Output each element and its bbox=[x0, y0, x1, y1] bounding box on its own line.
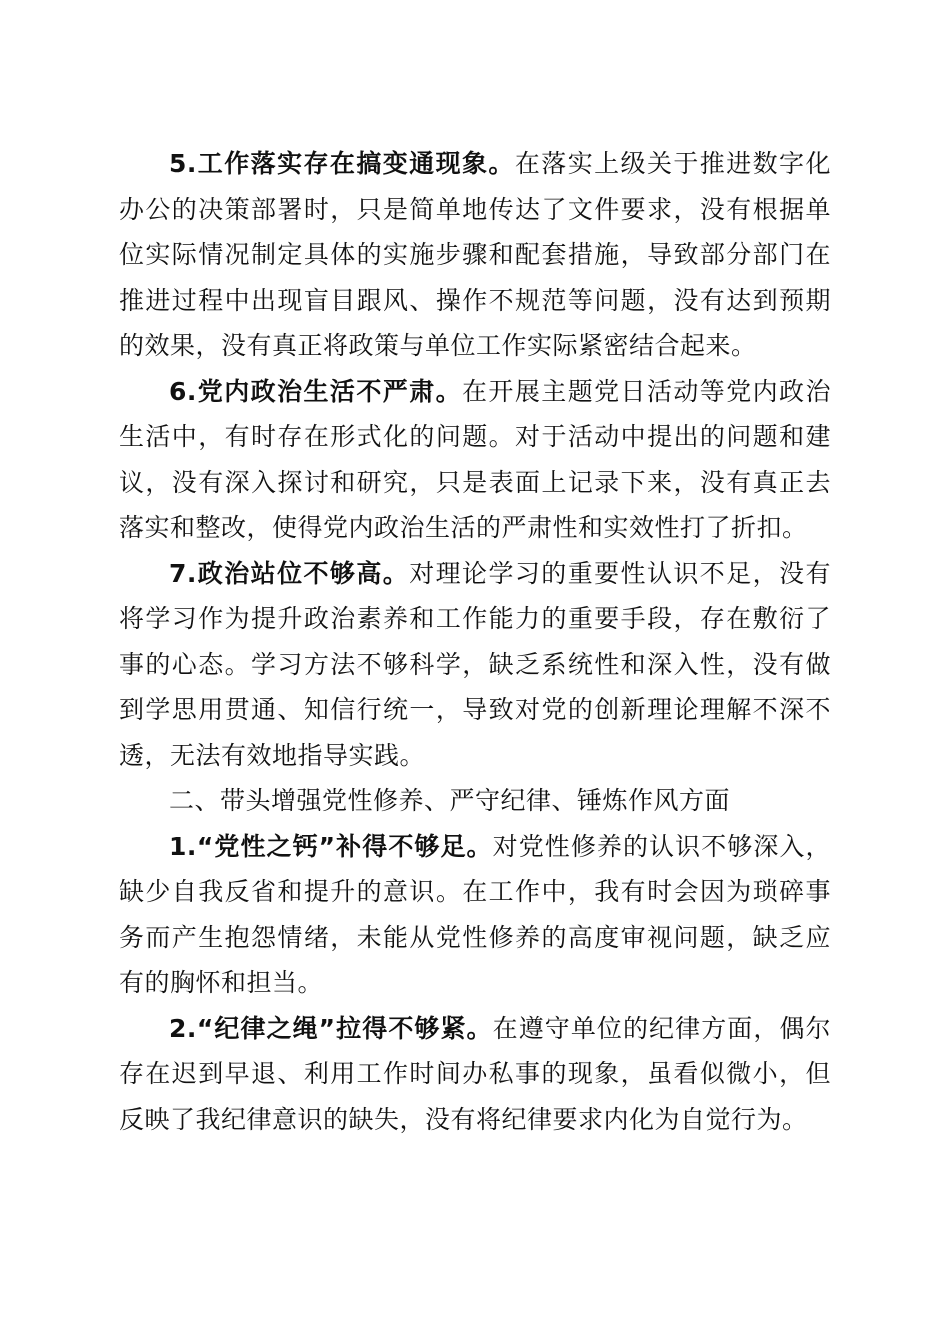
paragraph-text: 在遵守单位的纪律方面，偶尔存在迟到早退、利用工作时间办私事的现象，虽看似微小，但反映了我纪律意识的缺失，没有将纪律要求内化为自觉行为。 bbox=[119, 1013, 831, 1134]
section-heading bbox=[119, 778, 831, 824]
paragraph-lead: 5.工作落实存在搞变通现象。 bbox=[169, 149, 515, 178]
paragraph-lead: 1.“党性之钙”补得不够足。 bbox=[169, 831, 493, 861]
paragraph-item-1 bbox=[119, 824, 831, 1006]
paragraph-text: 对党性修养的认识不够深入，缺少自我反省和提升的意识。在工作中，我有时会因为琐碎事务而产生抱怨情绪，未能从党性修养的高度审视问题，缺乏应有的胸怀和担当。 bbox=[119, 831, 831, 997]
paragraph-lead: 2.“纪律之绳”拉得不够紧。 bbox=[169, 1013, 493, 1043]
paragraph-item-7 bbox=[119, 551, 831, 779]
paragraph-text: 对理论学习的重要性认识不足，没有将学习作为提升政治素养和工作能力的重要手段，存在敷衍了事的心态。学习方法不够科学，缺乏系统性和深入性，没有做到学思用贯通、知信行统一，导致对党的创新理论理解不深不透，无法有效地指导实践。 bbox=[119, 558, 831, 770]
paragraph-item-6 bbox=[119, 369, 831, 551]
paragraph-text: 在落实上级关于推进数字化办公的决策部署时，只是简单地传达了文件要求，没有根据单位实际情况制定具体的实施步骤和配套措施，导致部分部门在推进过程中出现盲目跟风、操作不规范等问题，没有达到预期的效果，没有真正将政策与单位工作实际紧密结合起来。 bbox=[119, 149, 831, 360]
section-heading-text: 二、带头增强党性修养、严守纪律、锤炼作风方面 bbox=[169, 786, 731, 815]
paragraph-lead: 6.党内政治生活不严肃。 bbox=[169, 376, 463, 406]
paragraph-item-2 bbox=[119, 1006, 831, 1143]
paragraph-lead: 7.政治站位不够高。 bbox=[169, 558, 410, 588]
paragraph-item-5 bbox=[119, 141, 831, 369]
document-body bbox=[119, 141, 831, 1142]
paragraph-text: 在开展主题党日活动等党内政治生活中，有时存在形式化的问题。对于活动中提出的问题和建议，没有深入探讨和研究，只是表面上记录下来，没有真正去落实和整改，使得党内政治生活的严肃性和实效性打了折扣。 bbox=[119, 376, 831, 542]
